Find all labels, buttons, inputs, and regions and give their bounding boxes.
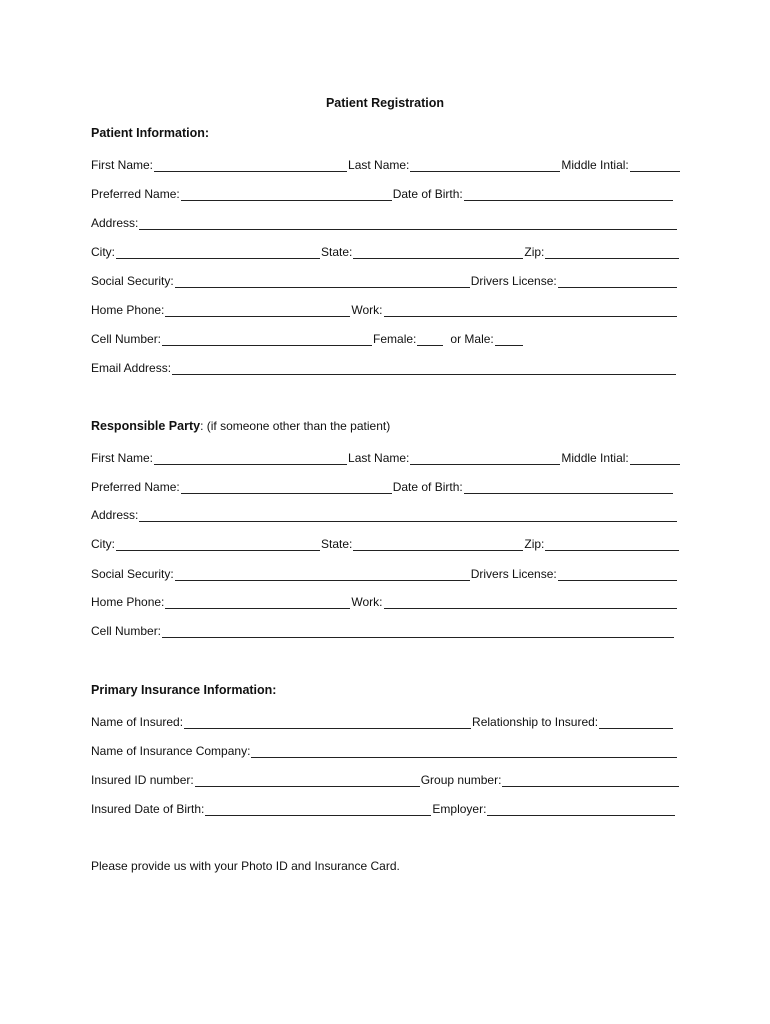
- middle-initial-field[interactable]: [630, 159, 680, 172]
- responsible-city-row: [91, 535, 681, 551]
- patient-city-row: [91, 243, 681, 259]
- insured-id-label: Insured ID number:: [91, 773, 194, 787]
- responsible-party-note: : (if someone other than the patient): [200, 419, 391, 433]
- rp-address-field[interactable]: [139, 509, 677, 522]
- patient-address-row: [91, 214, 681, 230]
- responsible-phone-row: [91, 593, 681, 609]
- rp-work-field[interactable]: [384, 596, 677, 609]
- address-label: Address:: [91, 216, 139, 230]
- rp-social-security-field[interactable]: [175, 568, 470, 581]
- rp-date-of-birth-field[interactable]: [464, 481, 673, 494]
- rp-zip-field[interactable]: [545, 538, 679, 551]
- address-field[interactable]: [139, 217, 677, 230]
- insured-id-row: [91, 771, 681, 787]
- rp-last-name-label: Last Name:: [348, 451, 410, 465]
- email-field[interactable]: [172, 362, 676, 375]
- name-of-insured-label: Name of Insured:: [91, 715, 184, 729]
- responsible-party-heading: Responsible Party: (if someone other than the patient): [91, 419, 391, 433]
- preferred-name-field[interactable]: [181, 188, 392, 201]
- female-label: Female:: [373, 332, 417, 346]
- female-field[interactable]: [417, 333, 443, 346]
- insured-dob-row: [91, 800, 681, 816]
- rp-zip-label: Zip:: [524, 537, 545, 551]
- first-name-label: First Name:: [91, 158, 154, 172]
- employer-field[interactable]: [487, 803, 675, 816]
- state-field[interactable]: [353, 246, 523, 259]
- work-field[interactable]: [384, 304, 677, 317]
- insurance-company-field[interactable]: [251, 745, 677, 758]
- insured-id-field[interactable]: [195, 774, 420, 787]
- rp-state-label: State:: [321, 537, 353, 551]
- rp-social-security-label: Social Security:: [91, 567, 174, 581]
- rp-home-phone-field[interactable]: [165, 596, 350, 609]
- patient-cell-row: [91, 330, 681, 346]
- responsible-ssn-row: [91, 565, 681, 581]
- rp-last-name-field[interactable]: [410, 452, 560, 465]
- rp-preferred-name-label: Preferred Name:: [91, 480, 180, 494]
- employer-label: Employer:: [432, 802, 487, 816]
- male-field[interactable]: [495, 333, 523, 346]
- rp-cell-number-field[interactable]: [162, 625, 674, 638]
- cell-number-field[interactable]: [162, 333, 372, 346]
- date-of-birth-field[interactable]: [464, 188, 673, 201]
- email-label: Email Address:: [91, 361, 172, 375]
- city-field[interactable]: [116, 246, 320, 259]
- rp-work-label: Work:: [351, 595, 383, 609]
- drivers-license-label: Drivers License:: [470, 274, 557, 288]
- rp-city-field[interactable]: [116, 538, 320, 551]
- zip-label: Zip:: [524, 245, 545, 259]
- group-number-field[interactable]: [502, 774, 679, 787]
- responsible-name-row: [91, 449, 681, 465]
- date-of-birth-label: Date of Birth:: [392, 187, 463, 201]
- page-title: Patient Registration: [325, 96, 445, 110]
- rp-city-label: City:: [91, 537, 115, 551]
- first-name-field[interactable]: [154, 159, 347, 172]
- insurance-company-row: [91, 742, 681, 758]
- social-security-label: Social Security:: [91, 274, 174, 288]
- insured-dob-label: Insured Date of Birth:: [91, 802, 205, 816]
- footer-note: Please provide us with your Photo ID and Insurance Card.: [91, 859, 400, 873]
- responsible-address-row: [91, 506, 681, 522]
- patient-email-row: [91, 359, 681, 375]
- drivers-license-field[interactable]: [558, 275, 677, 288]
- zip-field[interactable]: [545, 246, 679, 259]
- rp-middle-initial-field[interactable]: [630, 452, 680, 465]
- insurance-company-label: Name of Insurance Company:: [91, 744, 251, 758]
- insured-name-row: [91, 713, 681, 729]
- work-label: Work:: [351, 303, 383, 317]
- name-of-insured-field[interactable]: [184, 716, 471, 729]
- insured-dob-field[interactable]: [205, 803, 431, 816]
- responsible-preferred-row: [91, 478, 681, 494]
- social-security-field[interactable]: [175, 275, 470, 288]
- patient-phone-row: [91, 301, 681, 317]
- male-label: or Male:: [450, 332, 494, 346]
- relationship-field[interactable]: [599, 716, 673, 729]
- rp-first-name-field[interactable]: [154, 452, 347, 465]
- insurance-heading: Primary Insurance Information:: [91, 683, 277, 697]
- responsible-cell-row: [91, 622, 681, 638]
- middle-initial-label: Middle Intial:: [561, 158, 629, 172]
- rp-drivers-license-label: Drivers License:: [470, 567, 557, 581]
- patient-name-row: [91, 156, 681, 172]
- patient-preferred-row: [91, 185, 681, 201]
- city-label: City:: [91, 245, 115, 259]
- preferred-name-label: Preferred Name:: [91, 187, 180, 201]
- last-name-field[interactable]: [410, 159, 560, 172]
- home-phone-field[interactable]: [165, 304, 350, 317]
- cell-number-label: Cell Number:: [91, 332, 162, 346]
- patient-ssn-row: [91, 272, 681, 288]
- rp-address-label: Address:: [91, 508, 139, 522]
- rp-home-phone-label: Home Phone:: [91, 595, 165, 609]
- rp-preferred-name-field[interactable]: [181, 481, 392, 494]
- group-number-label: Group number:: [420, 773, 502, 787]
- relationship-label: Relationship to Insured:: [472, 715, 599, 729]
- state-label: State:: [321, 245, 353, 259]
- rp-drivers-license-field[interactable]: [558, 568, 677, 581]
- rp-cell-number-label: Cell Number:: [91, 624, 162, 638]
- rp-first-name-label: First Name:: [91, 451, 154, 465]
- last-name-label: Last Name:: [348, 158, 410, 172]
- rp-middle-initial-label: Middle Intial:: [561, 451, 629, 465]
- patient-info-heading: Patient Information:: [91, 126, 210, 140]
- home-phone-label: Home Phone:: [91, 303, 165, 317]
- rp-date-of-birth-label: Date of Birth:: [392, 480, 463, 494]
- rp-state-field[interactable]: [353, 538, 523, 551]
